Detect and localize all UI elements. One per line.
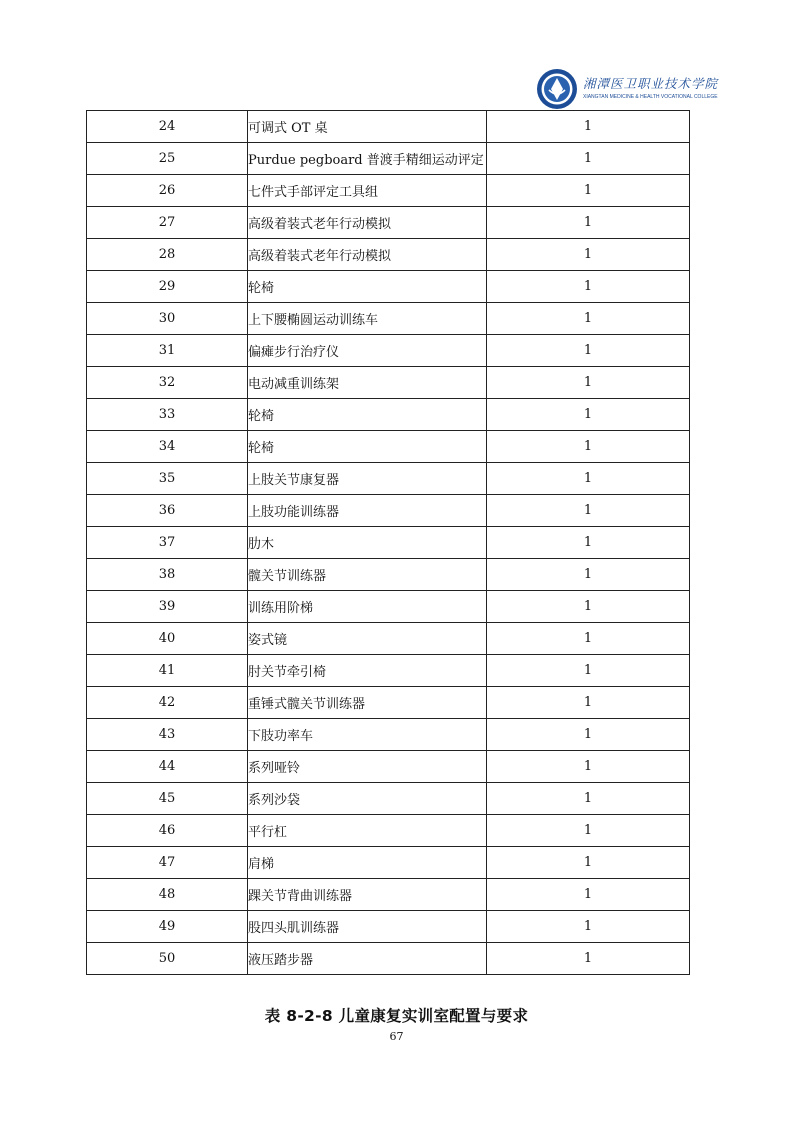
equipment-name: 髋关节训练器 [248, 559, 487, 591]
table-row [87, 911, 690, 943]
table-row [87, 687, 690, 719]
table-row [87, 943, 690, 975]
equipment-name: 肘关节牵引椅 [248, 655, 487, 687]
page-number: 67 [389, 1030, 404, 1043]
row-number: 44 [87, 751, 248, 783]
row-number: 29 [87, 271, 248, 303]
equipment-name: 重锤式髋关节训练器 [248, 687, 487, 719]
table-row [87, 239, 690, 271]
equipment-name: 上肢关节康复器 [248, 463, 487, 495]
equipment-quantity: 1 [487, 463, 690, 495]
table-row [87, 175, 690, 207]
logo-english-name: XIANGTAN MEDICINE & HEALTH VOCATIONAL COLLEGE [583, 93, 718, 100]
equipment-name: 股四头肌训练器 [248, 911, 487, 943]
row-number: 50 [87, 943, 248, 975]
row-number: 33 [87, 399, 248, 431]
row-number: 28 [87, 239, 248, 271]
equipment-quantity: 1 [487, 943, 690, 975]
table-row [87, 719, 690, 751]
equipment-name: 电动减重训练架 [248, 367, 487, 399]
equipment-table [86, 110, 690, 975]
table-row [87, 367, 690, 399]
row-number: 37 [87, 527, 248, 559]
equipment-name: 轮椅 [248, 271, 487, 303]
equipment-name: 轮椅 [248, 399, 487, 431]
row-number: 36 [87, 495, 248, 527]
table-row [87, 847, 690, 879]
row-number: 25 [87, 143, 248, 175]
row-number: 34 [87, 431, 248, 463]
college-emblem-icon [536, 68, 578, 110]
equipment-quantity: 1 [487, 335, 690, 367]
equipment-name: 肩梯 [248, 847, 487, 879]
equipment-quantity: 1 [487, 879, 690, 911]
table-row [87, 303, 690, 335]
equipment-quantity: 1 [487, 111, 690, 143]
table-caption: 表 8-2-8 儿童康复实训室配置与要求 [264, 1007, 529, 1025]
table-row [87, 431, 690, 463]
equipment-quantity: 1 [487, 271, 690, 303]
equipment-name: 可调式 OT 桌 [248, 111, 487, 143]
equipment-name: 踝关节背曲训练器 [248, 879, 487, 911]
equipment-quantity: 1 [487, 623, 690, 655]
row-number: 46 [87, 815, 248, 847]
row-number: 47 [87, 847, 248, 879]
row-number: 30 [87, 303, 248, 335]
equipment-name: 训练用阶梯 [248, 591, 487, 623]
equipment-quantity: 1 [487, 399, 690, 431]
equipment-name: 系列沙袋 [248, 783, 487, 815]
table-row [87, 655, 690, 687]
equipment-quantity: 1 [487, 911, 690, 943]
equipment-quantity: 1 [487, 143, 690, 175]
equipment-quantity: 1 [487, 239, 690, 271]
table-row [87, 783, 690, 815]
equipment-quantity: 1 [487, 559, 690, 591]
equipment-quantity: 1 [487, 655, 690, 687]
equipment-quantity: 1 [487, 815, 690, 847]
row-number: 38 [87, 559, 248, 591]
table-row [87, 399, 690, 431]
equipment-quantity: 1 [487, 303, 690, 335]
equipment-quantity: 1 [487, 751, 690, 783]
row-number: 39 [87, 591, 248, 623]
equipment-name: 高级着装式老年行动模拟 [248, 239, 487, 271]
table-row [87, 815, 690, 847]
equipment-quantity: 1 [487, 367, 690, 399]
row-number: 40 [87, 623, 248, 655]
table-row [87, 143, 690, 175]
table-row [87, 527, 690, 559]
equipment-name: 上肢功能训练器 [248, 495, 487, 527]
equipment-name: 姿式镜 [248, 623, 487, 655]
equipment-quantity: 1 [487, 591, 690, 623]
row-number: 27 [87, 207, 248, 239]
equipment-quantity: 1 [487, 847, 690, 879]
row-number: 45 [87, 783, 248, 815]
row-number: 24 [87, 111, 248, 143]
row-number: 43 [87, 719, 248, 751]
table-row [87, 591, 690, 623]
equipment-table-body [87, 111, 690, 975]
equipment-name: 上下腰椭圆运动训练车 [248, 303, 487, 335]
equipment-quantity: 1 [487, 719, 690, 751]
table-row [87, 207, 690, 239]
equipment-quantity: 1 [487, 527, 690, 559]
table-row [87, 463, 690, 495]
equipment-quantity: 1 [487, 207, 690, 239]
equipment-name: 高级着装式老年行动模拟 [248, 207, 487, 239]
table-row [87, 335, 690, 367]
equipment-name: 下肢功率车 [248, 719, 487, 751]
table-row [87, 623, 690, 655]
row-number: 48 [87, 879, 248, 911]
table-row [87, 559, 690, 591]
table-row [87, 111, 690, 143]
equipment-name: 七件式手部评定工具组 [248, 175, 487, 207]
row-number: 31 [87, 335, 248, 367]
logo-chinese-name: 湘潭医卫职业技术学院 [583, 76, 719, 92]
table-row [87, 271, 690, 303]
equipment-name: 系列哑铃 [248, 751, 487, 783]
equipment-name: 平行杠 [248, 815, 487, 847]
table-row [87, 495, 690, 527]
equipment-name: Purdue pegboard 普渡手精细运动评定 [248, 143, 487, 175]
equipment-name: 偏瘫步行治疗仪 [248, 335, 487, 367]
equipment-quantity: 1 [487, 175, 690, 207]
equipment-quantity: 1 [487, 495, 690, 527]
row-number: 49 [87, 911, 248, 943]
equipment-quantity: 1 [487, 687, 690, 719]
equipment-name: 液压踏步器 [248, 943, 487, 975]
row-number: 35 [87, 463, 248, 495]
equipment-quantity: 1 [487, 783, 690, 815]
row-number: 42 [87, 687, 248, 719]
college-logo [536, 68, 719, 110]
equipment-name: 轮椅 [248, 431, 487, 463]
equipment-name: 肋木 [248, 527, 487, 559]
row-number: 32 [87, 367, 248, 399]
row-number: 26 [87, 175, 248, 207]
row-number: 41 [87, 655, 248, 687]
table-row [87, 751, 690, 783]
table-row [87, 879, 690, 911]
equipment-quantity: 1 [487, 431, 690, 463]
